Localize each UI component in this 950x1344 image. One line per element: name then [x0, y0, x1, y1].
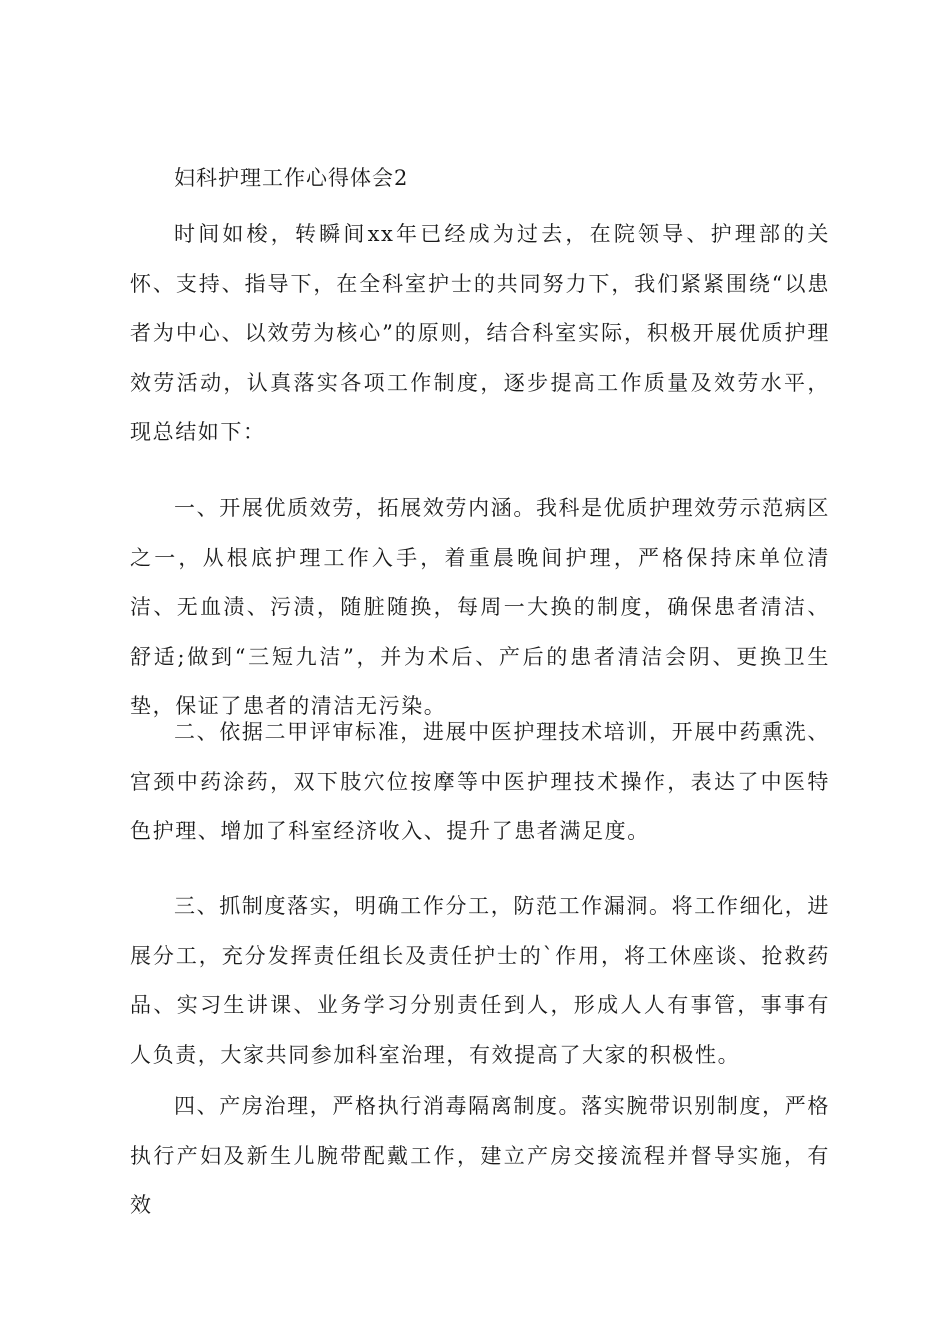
paragraph-section-3: 三、抓制度落实，明确工作分工，防范工作漏洞。将工作细化，进展分工，充分发挥责任组长及责任护士的`作用，将工休座谈、抢救药品、实习生讲课、业务学习分别责任到人，形成人人有事管，事事有人负责，大家共同参加科室治理，有效提高了大家的积极性。	[130, 894, 830, 1067]
document-title: 妇科护理工作心得体会2	[174, 166, 409, 190]
paragraph-intro: 时间如梭，转瞬间xx年已经成为过去，在院领导、护理部的关怀、支持、指导下，在全科室护士的共同努力下，我们紧紧围绕“以患者为中心、以效劳为核心”的原则，结合科室实际，积极开展优质护理效劳活动，认真落实各项工作制度，逐步提高工作质量及效劳水平，现总结如下：	[130, 222, 830, 444]
paragraph-section-1: 一、开展优质效劳，拓展效劳内涵。我科是优质护理效劳示范病区之一，从根底护理工作入手，着重晨晚间护理，严格保持床单位清洁、无血渍、污渍，随脏随换，每周一大换的制度，确保患者清洁、舒适;做到“三短九洁”，并为术后、产后的患者清洁会阴、更换卫生垫，保证了患者的清洁无污染。	[130, 496, 830, 718]
paragraph-section-4: 四、产房治理，严格执行消毒隔离制度。落实腕带识别制度，严格执行产妇及新生儿腕带配戴工作，建立产房交接流程并督导实施，有效	[130, 1094, 830, 1217]
paragraph-section-2: 二、依据二甲评审标准，进展中医护理技术培训，开展中药熏洗、宫颈中药涂药，双下肢穴位按摩等中医护理技术操作，表达了中医特色护理、增加了科室经济收入、提升了患者满足度。	[130, 720, 830, 843]
